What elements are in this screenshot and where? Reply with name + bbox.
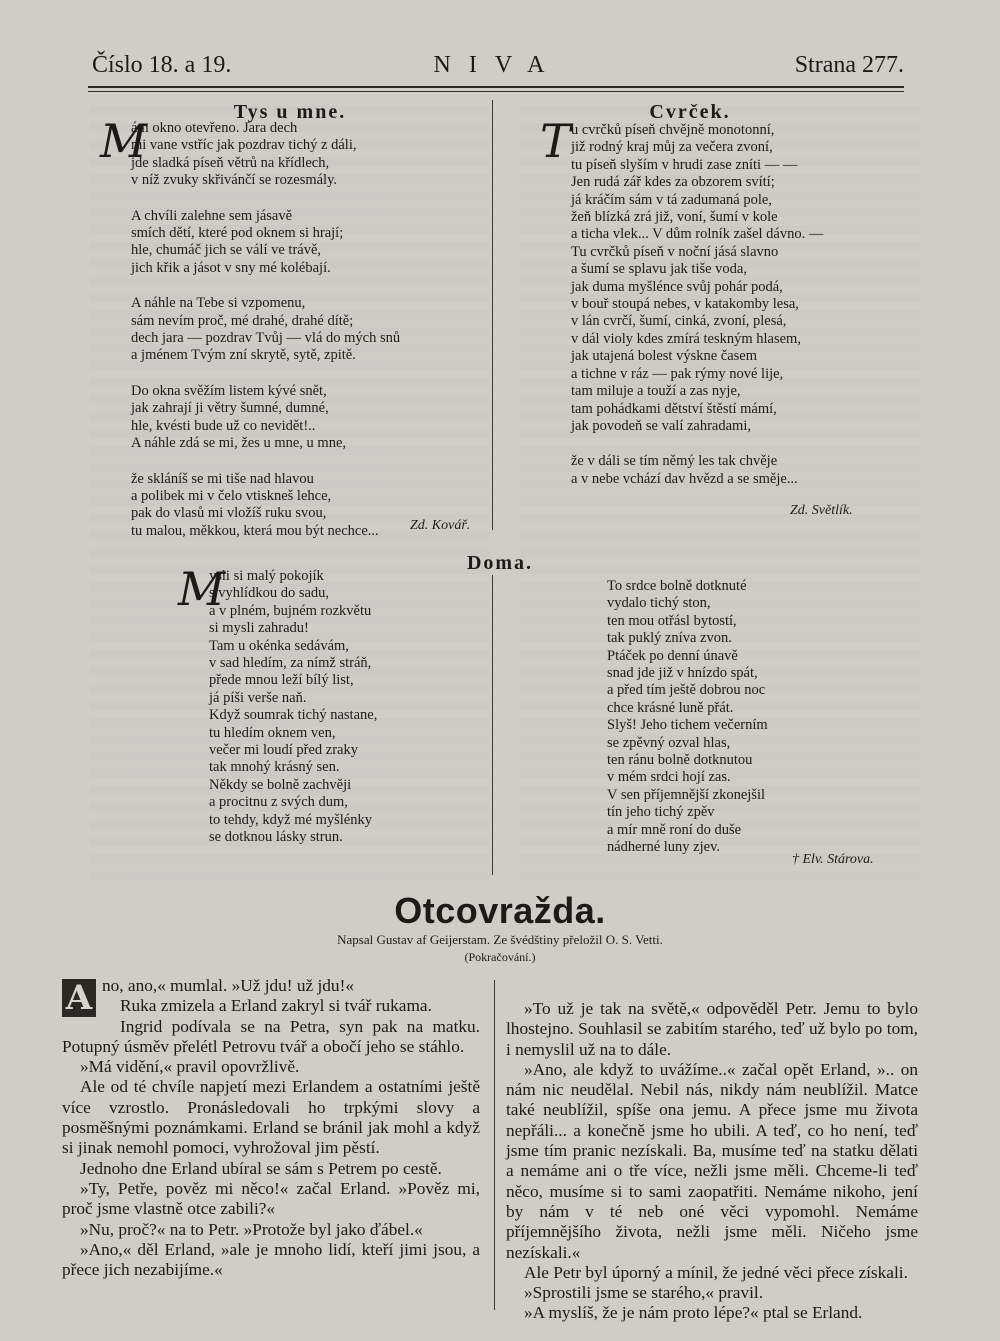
poem-line: přede mnou leží bílý list, <box>209 672 354 689</box>
issue-number: Číslo 18. a 19. <box>92 52 232 78</box>
header-rule <box>88 86 904 88</box>
poem-line: a před tím ještě dobrou noc <box>607 682 766 699</box>
poem-cvrcek <box>571 122 921 488</box>
poem-line: jak utajená bolest výskne časem <box>571 348 758 365</box>
poem-line: a šumí se splavu jak tiše voda, <box>571 261 747 278</box>
poem-line: a v nebe vchází dav hvězd a se směje... <box>571 470 798 487</box>
stanza-break <box>131 190 486 208</box>
poem-line: se zpěvný ozval hlas, <box>607 734 731 751</box>
stanza-break <box>571 435 921 453</box>
poem-line: ten mou otřásl bytostí, <box>607 612 737 629</box>
poem-title-doma: Doma. <box>466 552 534 574</box>
article-paragraph: »To už je tak na světě,« odpověděl Petr. Jemu to bylo lhostejno. Souhlasil se zabitím starého, teď už bylo po tom, i nemyslil už na to dále. <box>506 999 918 1059</box>
stanza-break <box>131 277 486 295</box>
poem-line: a polibek mi v čelo vtiskneš lehce, <box>131 487 332 504</box>
poem-line: hle, kvésti bude už co nevidět!.. <box>131 417 316 434</box>
poem-line: já kráčím sám v tá zadumaná pole, <box>571 191 772 208</box>
poem-line: dech jara — pozdrav Tvůj — vlá do mých snů <box>131 330 401 347</box>
stanza-break <box>131 365 486 383</box>
poem-line: ysli si malý pokojík <box>209 568 324 584</box>
poem-line: jak duma myšlénce svůj pohár podá, <box>571 278 783 295</box>
column-divider <box>492 575 493 875</box>
poem-line: ám okno otevřeno. Jara dech <box>131 120 298 136</box>
poem-line: že skláníš se mi tiše nad hlavou <box>131 470 314 487</box>
article-column-right <box>506 999 918 1324</box>
poem-line: s vyhlídkou do sadu, <box>209 585 330 602</box>
stanza-break <box>131 453 486 471</box>
article-paragraph: Ingrid podívala se na Petra, syn pak na matku. Potupný úsměv přelétl Petrovu tvář a obočí jeho se stáhlo. <box>62 1016 480 1056</box>
poem-title-cvrcek: Cvrček. <box>649 101 731 123</box>
poem-line: Tam u okénka sedávám, <box>209 637 349 654</box>
poem-author-starova: † Elv. Stárova. <box>792 852 874 867</box>
poem-line: Do okna svěžím listem kývé snět, <box>131 382 327 399</box>
poem-line: jak zahrají ji větry šumné, dumné, <box>131 400 329 417</box>
poem-line: jak povodeň se valí zahradami, <box>571 417 751 434</box>
poem-line: tu hledím oknem ven, <box>209 724 336 741</box>
poem-line: a ticha vlek... V dům rolník zašel dávno. — <box>571 226 824 243</box>
poem-line: sám nevím proč, mé drahé, drahé dítě; <box>131 312 354 329</box>
article-continued-note: (Pokračování.) <box>464 950 536 964</box>
header-rule-thin <box>88 91 904 92</box>
poem-line: A náhle na Tebe si vzpomenu, <box>131 295 306 312</box>
poem-line: a jménem Tvým zní skrytě, sytě, zpitě. <box>131 347 356 364</box>
article-column-left <box>62 976 480 1280</box>
poem-line: Tu cvrčků píseň v noční jásá slavno <box>571 243 779 260</box>
poem-line: a tichne v ráz — pak rýmy nové lije, <box>571 365 784 382</box>
column-divider <box>492 100 493 530</box>
poem-author-svetlik: Zd. Světlík. <box>790 503 853 518</box>
poem-line: tak puklý zníva zvon. <box>607 630 732 647</box>
poem-line: v bouř stoupá nebes, v katakomby lesa, <box>571 296 799 313</box>
poem-doma-left <box>209 568 489 847</box>
poem-line: vydalo tichý ston, <box>607 595 711 612</box>
poem-line: chce krásné luně přát. <box>607 699 734 716</box>
poem-line: nádherné luny zjev. <box>607 839 720 856</box>
poem-line: a procitnu z svých dum, <box>209 794 348 811</box>
poem-line: a mír mně roní do duše <box>607 821 742 838</box>
poem-line: žeň blízká zrá již, voní, šumí v kole <box>571 209 778 226</box>
article-paragraph: »Ano, ale když to uvážíme..« začal opět Erland, ».. on nám nic neudělal. Nebil nás, nikdy nám neublížil. Matce také neublížil, spíše ona jemu. A přece jsme mu života nepřáli... a konečně jsme ho ubili. A teď, co ho není, teď jsme tím pranic nezískali. Ba, musíme teď na statku dělati a nemáme ani o tře více, nežli jsme měli. Chceme-li teď něco, musíme si to sami zaopatřiti. Nemáme nikoho, jení by nám v té neb oné věci vypomohl. Nemáme příjemnějšího života, nežli jsme měli. Ničeho jsme nezískali.« <box>506 1059 918 1262</box>
article-paragraph: Ale od té chvíle napjetí mezi Erlandem a ostatními ještě více vzrostlo. Pronásledovali ho trpkými slovy a posměšnými poznámkami. Erland se bránil jak mohl a když si jinak nemohl pomoci, vyhrožoval jim pěstí. <box>62 1077 480 1158</box>
poem-line: a v plném, bujném rozkvětu <box>209 602 372 619</box>
poem-line: V sen příjemnější zkonejšil <box>607 786 765 803</box>
poem-line: já píši verše naň. <box>209 689 307 706</box>
poem-line: tu píseň slyším v hrudi zase zníti — — <box>571 156 798 173</box>
poem-line: jde sladká píseň větrů na křídlech, <box>131 154 330 171</box>
poem-line: pak do vlasů mi vložíš ruku svou, <box>131 505 327 522</box>
poem-line: tam pohádkami dětství štěstí mámí, <box>571 400 777 417</box>
poem-line: tín jeho tichý zpěv <box>607 804 715 821</box>
poem-line: si mysli zahradu! <box>209 620 309 637</box>
article-paragraph: »Ty, Petře, pověz mi něco!« začal Erland. »Pověz mi, proč jsme vlastně otce zabili?« <box>62 1178 480 1219</box>
poem-line: že v dáli se tím němý les tak chvěje <box>571 453 778 470</box>
masthead: NIVA <box>433 52 563 78</box>
poem-initial-m2: M <box>178 562 226 616</box>
poem-line: hle, chumáč jich se válí ve trávě, <box>131 242 322 259</box>
poem-line: v mém srdci hojí zas. <box>607 769 731 786</box>
poem-line: Někdy se bolně zachvěji <box>209 776 352 793</box>
article-paragraph: »Sprostili jsme se starého,« pravil. <box>524 1283 764 1303</box>
poem-line: A náhle zdá se mi, žes u mne, u mne, <box>131 435 347 452</box>
poem-line: jich křik a jásot v sny mé kolébají. <box>131 259 331 276</box>
poem-line: snad jde již v hnízdo spát, <box>607 665 758 682</box>
article-column-divider <box>494 980 495 1310</box>
article-paragraph: Jednoho dne Erland ubíral se sám s Petrem po cestě. <box>80 1158 442 1178</box>
poem-line: v dál violy kdes zmírá teskným hlasem, <box>571 330 801 347</box>
poem-line: tam miluje a touží a zas nyje, <box>571 383 741 400</box>
page-number: Strana 277. <box>794 52 904 78</box>
poem-line: tak mnohý krásný sen. <box>209 759 340 776</box>
article-title: Otcovražda. <box>394 890 606 931</box>
poem-line: u cvrčků píseň chvějně monotonní, <box>571 122 775 138</box>
poem-line: mi vane vstříc jak pozdrav tichý z dáli, <box>131 137 357 154</box>
poem-line: tu malou, měkkou, která mou být nechce... <box>131 522 379 539</box>
poem-line: již rodný kraj můj za večera zvoní, <box>571 139 773 156</box>
poem-line: v sad hledím, za nímž stráň, <box>209 655 372 672</box>
article-paragraph: »Má vidění,« pravil opovržlivě. <box>80 1057 300 1077</box>
poem-doma-right <box>607 578 907 857</box>
poem-line: to tehdy, když mé myšlénky <box>209 811 372 828</box>
poem-line: se dotknou lásky strun. <box>209 829 343 846</box>
article-byline: Napsal Gustav af Geijerstam. Ze švédštiny přeložil O. S. Vetti. <box>337 932 663 947</box>
drop-cap-a: A <box>62 979 96 1017</box>
poem-initial-t: T <box>540 114 571 168</box>
article-paragraph: Ale Petr byl úporný a mínil, že jedné věci přece získali. <box>524 1262 908 1282</box>
poem-line: v lán cvrčí, šumí, cinká, zvoní, plesá, <box>571 313 787 330</box>
poem-author-kovar: Zd. Kovář. <box>410 518 471 533</box>
poem-line: A chvíli zalehne sem jásavě <box>131 207 293 224</box>
article-paragraph: Ruka zmizela a Erland zakryl si tvář rukama. <box>120 996 432 1016</box>
article-paragraph: »A myslíš, že je nám proto lépe?« ptal se Erland. <box>524 1303 863 1323</box>
article-paragraph: »Ano,« děl Erland, »ale je mnoho lidí, kteří jimi jsou, a přece jich nezabijíme.« <box>62 1239 480 1280</box>
poem-line: ten ránu bolně dotknutou <box>607 752 753 769</box>
poem-line: Ptáček po denní únavě <box>607 647 738 664</box>
poem-initial-m: M <box>100 114 148 168</box>
poem-line: Když soumrak tichý nastane, <box>209 707 378 724</box>
poem-line: Jen rudá zář kdes za obzorem svítí; <box>571 174 775 191</box>
poem-line: smích dětí, které pod oknem si hrají; <box>131 225 344 242</box>
poem-line: Slyš! Jeho tichem večerním <box>607 717 768 734</box>
poem-tys-u-mne <box>131 120 486 558</box>
article-paragraph: »Nu, proč?« na to Petr. »Protože byl jako ďábel.« <box>80 1219 423 1239</box>
page-header <box>92 52 904 86</box>
poem-title-tys-u-mne: Tys u mne. <box>233 101 347 123</box>
poem-line: večer mi loudí před zraky <box>209 742 358 759</box>
article-paragraph-text: no, ano,« mumlal. »Už jdu! už jdu!« <box>102 976 354 995</box>
poem-line: v níž zvuky skřivánčí se rozesmály. <box>131 172 338 189</box>
poem-line: To srdce bolně dotknuté <box>607 578 747 594</box>
